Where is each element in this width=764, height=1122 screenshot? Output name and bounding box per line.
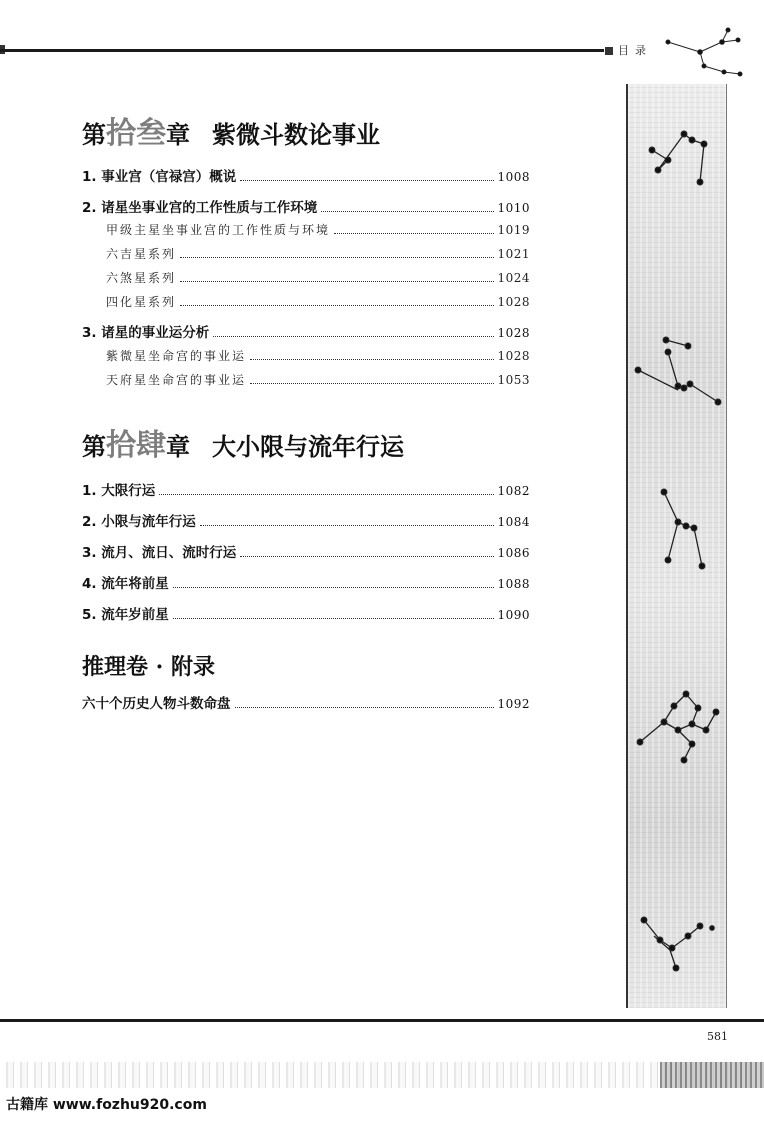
toc-page: 1090 — [497, 608, 530, 622]
toc-entry[interactable] — [82, 603, 530, 623]
toc-leader — [200, 525, 495, 526]
constellation-icon — [661, 489, 705, 569]
chapter-title: 大小限与流年行运 — [212, 432, 404, 461]
header-rule — [0, 49, 604, 52]
constellation-icon — [635, 337, 721, 405]
toc-subentry[interactable] — [106, 347, 530, 364]
toc-label: 甲级主星坐事业宫的工作性质与环境 — [106, 223, 331, 237]
toc-leader — [250, 359, 494, 360]
toc-page: 1024 — [497, 271, 530, 285]
toc-label: 天府星坐命宫的事业运 — [106, 373, 247, 387]
toc-page: 1088 — [497, 577, 530, 591]
toc-entry[interactable] — [82, 692, 530, 712]
constellation-icon — [649, 131, 707, 185]
toc-page: 1092 — [497, 697, 530, 711]
chapter-prefix: 第 — [82, 120, 106, 149]
header-constellation-icon — [660, 22, 760, 82]
toc-leader — [213, 336, 494, 337]
toc-leader — [235, 707, 495, 708]
chapter-14-heading — [82, 420, 404, 464]
footer-rule — [0, 1019, 764, 1022]
toc-label: 3. 诸星的事业运分析 — [82, 325, 210, 341]
chapter-suffix: 章 — [166, 120, 190, 149]
toc-page: 1086 — [497, 546, 530, 560]
toc-entry[interactable] — [82, 165, 530, 185]
toc-leader — [240, 556, 494, 557]
toc-subentry[interactable] — [106, 269, 530, 286]
toc-label: 2. 诸星坐事业宫的工作性质与工作环境 — [82, 200, 318, 216]
toc-page: 1010 — [497, 201, 530, 215]
toc-page: 1082 — [497, 484, 530, 498]
toc-label: 1. 大限行运 — [82, 483, 156, 499]
toc-label: 3. 流月、流日、流时行运 — [82, 545, 237, 561]
toc-leader — [180, 257, 494, 258]
toc-leader — [180, 305, 494, 306]
toc-entry[interactable] — [82, 196, 530, 216]
toc-entry[interactable] — [82, 479, 530, 499]
toc-subentry[interactable] — [106, 245, 530, 262]
toc-entry[interactable] — [82, 321, 530, 341]
toc-label: 2. 小限与流年行运 — [82, 514, 196, 530]
toc-page: 1084 — [497, 515, 530, 529]
toc-page: 1028 — [497, 295, 530, 309]
toc-leader — [180, 281, 494, 282]
toc-subentry[interactable] — [106, 371, 530, 388]
chapter-numeral: 拾叁 — [106, 116, 166, 151]
toc-page: 1021 — [497, 247, 530, 261]
constellation-icon — [637, 691, 719, 763]
toc-label: 紫微星坐命宫的事业运 — [106, 349, 247, 363]
header-label: 目录 — [618, 44, 652, 57]
toc-leader — [321, 211, 494, 212]
scan-artifact-band — [660, 1062, 764, 1088]
chapter-13-heading — [82, 108, 380, 152]
toc-leader — [173, 618, 495, 619]
toc-page: 1008 — [497, 170, 530, 184]
scan-artifact-band — [0, 1062, 764, 1088]
toc-entry[interactable] — [82, 541, 530, 561]
toc-page: 1028 — [497, 349, 530, 363]
chapter-prefix: 第 — [82, 432, 106, 461]
toc-entry[interactable] — [82, 572, 530, 592]
toc-label: 4. 流年将前星 — [82, 576, 169, 592]
toc-label: 5. 流年岁前星 — [82, 607, 169, 623]
toc-leader — [159, 494, 494, 495]
page-number: 581 — [707, 1030, 728, 1043]
toc-page: 1028 — [497, 326, 530, 340]
header-square-icon — [605, 47, 613, 55]
toc-leader — [240, 180, 494, 181]
toc-leader — [334, 233, 494, 234]
toc-subentry[interactable] — [106, 221, 530, 238]
toc-leader — [173, 587, 495, 588]
toc-entry[interactable] — [82, 510, 530, 530]
toc-label: 1. 事业宫（官禄宫）概说 — [82, 169, 237, 185]
chapter-suffix: 章 — [166, 432, 190, 461]
constellation-icon — [641, 917, 714, 971]
toc-subentry[interactable] — [106, 293, 530, 310]
chapter-title: 紫微斗数论事业 — [212, 120, 380, 149]
toc-page: 1019 — [497, 223, 530, 237]
toc-label: 六吉星系列 — [106, 247, 177, 261]
toc-label: 六煞星系列 — [106, 271, 177, 285]
toc-label: 六十个历史人物斗数命盘 — [82, 696, 231, 712]
toc-leader — [250, 383, 494, 384]
side-constellations — [626, 84, 726, 1008]
toc-label: 四化星系列 — [106, 295, 177, 309]
watermark-text: 古籍库 www.fozhu920.com — [6, 1097, 207, 1113]
toc-page: 1053 — [497, 373, 530, 387]
appendix-heading: 推理卷 · 附录 — [82, 654, 215, 680]
chapter-numeral: 拾肆 — [106, 428, 166, 463]
